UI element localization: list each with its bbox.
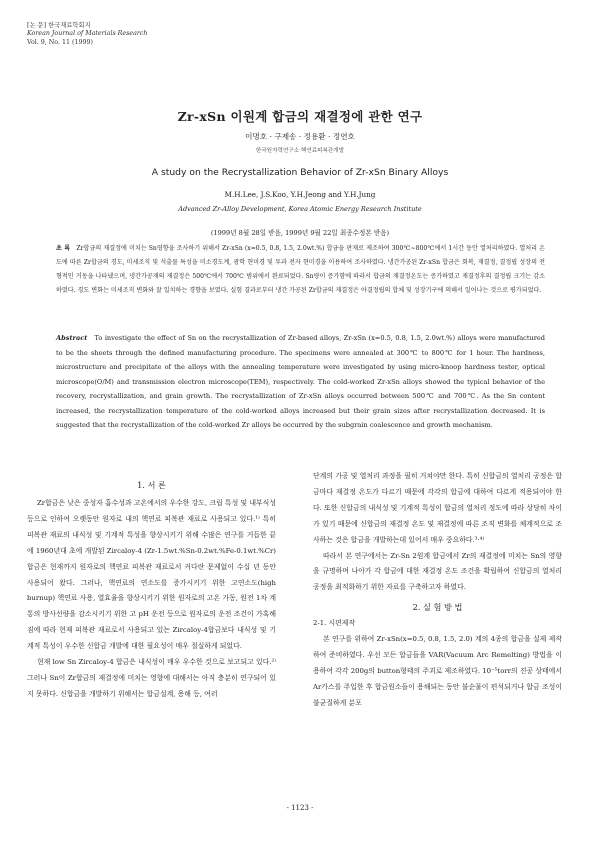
- abstract-ko-text: Zr합금의 재결정에 미치는 Sn영향을 조사하기 위해서 Zr-xSn (x=0.5, 0.8, 1.5, 2.0wt.%) 합금을 판재로 제조하여 300℃~800℃에서 1시간 동안 열처리하였다. 열처리 온도에 따른 Zr합금의 경도, 미세조직 및 석출물 특성을 미소경도계, 광학 현미경 및 투과 전자 현미경을 이용하여 조사하였다. 냉간가공된 Zr-xSn 합금은 회복, 재결정, 결정립 성장의 전형적인 거동을 나타냈으며, 냉간가공재의 재결정은 500℃에서 700℃ 범위에서 완료되었다. Sn량이 증가함에 따라서 합금의 재결정온도는 증가하였고 재결정후의 결정립 크기는 감소하였다. 경도 변화는 미세조직 변화와 잘 일치하는 경향을 보였다. 실험 결과로부터 냉간 가공된 Zr합금의 재결정은 아결정립의 합체 및 성장기구에 의해서 일어나는 것으로 평가되었다.: [56, 245, 545, 294]
- abstract-en-text: To investigate the effect of Sn on the recrystallization of Zr-based alloys, Zr-xSn (x=0.5, 0.8, 1.5, 2.0wt.%) alloys were manufactured to be the sheets through the defined manufacturing procedure. The specimens were annealed at 300℃ to 800℃ for 1 hour. The hardness, microstructure and precipitate of the alloys with the annealing temperature were investigated by using micro-knoop hardness tester, optical microscope(O/M) and transmission electron microscope(TEM), respectively. The cold-worked Zr-xSn alloys showed the typical behavior of the recovery, recrystallization, and grain growth. The recrystallization of Zr-xSn alloys occurred between 500℃ and 700℃. As the Sn content increased, the recrystallization temperature of the cold-worked alloys increased but their grain sizes after recrystallization decreased. It is suggested that the recrystallization of the cold-worked Zr alloys be occurred by the subgrain coalescence and growth mechanism.: [56, 334, 546, 429]
- section-1-paragraph-1: Zr합금은 낮은 중성자 흡수성과 고온에서의 우수한 강도, 크립 특성 및 내부식성 등으로 인하여 오랫동안 원자로 내의 핵연료 피복관 재료로 사용되고 있다.¹⁾ 특히 피복관 재료의 내식성 및 기계적 특성을 향상시키기 위해 수많은 연구를 거듭한 끝에 1960년대 초에 개발된 Zircaloy-4 (Zr-1.5wt.%Sn-0.2wt.%Fe-0.1wt.%Cr) 합금은 현재까지 원자로의 핵연료 피복관 재료로서 커다란 문제없이 수십 년 동안 사용되어 왔다. 그러나, 핵연료의 연소도를 증가시키기 위한 고연소도(high burnup) 핵연료 사용, 열효율을 향상시키기 위한 원자로의 고온 가동, 원전 1차 계통의 방사선량을 감소시키기 위한 고 pH 운전 등으로 원자로의 운전 조건이 가혹해짐에 따라 현재 피복관 재료로서 사용되고 있는 Zircaloy-4합금보다 내식성 및 기계적 특성이 우수한 신합금 개발에 대한 필요성이 매우 절실하게 되었다.: [27, 499, 276, 651]
- paper-title-ko: Zr-xSn 이원계 합금의 재결정에 관한 연구: [177, 109, 423, 124]
- page-number: - 1123 -: [286, 804, 314, 812]
- abstract-en: [56, 331, 545, 433]
- right-column: [313, 469, 562, 712]
- abstract-en-label: Abstract: [56, 334, 88, 342]
- abstract-ko-label: 초 록: [56, 245, 71, 252]
- journal-header: [27, 22, 147, 47]
- journal-volume: Vol. 9, No. 11 (1999): [27, 38, 93, 46]
- left-column: [27, 486, 276, 703]
- paper-title-en: A study on the Recrystallization Behavior of Zr-xSn Binary Alloys: [151, 167, 449, 178]
- affiliation-en: Advanced Zr-Alloy Development, Korea Atomic Energy Research Institute: [178, 205, 422, 213]
- right-paragraph-2: 따라서 본 연구에서는 Zr-Sn 2원계 합금에서 Zr의 재결정에 미치는 Sn의 영향을 규명하며 나아가 각 합금에 대한 재결정 온도 조건을 확립하여 신합금의 열처리 공정을 최적화하기 위한 자료를 구축하고자 하였다.: [313, 551, 562, 592]
- affiliation-ko: 한국원자력연구소 핵연료피복관개발: [255, 148, 345, 154]
- right-paragraph-3: 본 연구를 위하여 Zr-xSn(x=0.5, 0.8, 1.5, 2.0) 계의 4종의 합금을 실제 제작하여 준비하였다. 우선 모든 합금들을 VAR(Vacuum Arc Remelting) 방법을 이용하여 각각 200g의 button형태의 주괴로 제조하였다. 10⁻⁵torr의 진공 상태에서 Ar가스를 주입한 후 합금원소들이 용해되는 동안 불순물이 편석되거나 합금 조성이 불균질하게 분포: [313, 635, 562, 707]
- received-dates: (1999년 8월 28일 받음, 1999년 9월 22일 최종수정본 받음): [210, 229, 390, 237]
- section-2-heading: 2. 실 험 방 법: [412, 602, 463, 613]
- section-1-heading: 1. 서 론: [137, 480, 166, 490]
- authors-en: M.H.Lee, J.S.Koo, Y.H.Jeong and Y.H.Jung: [224, 190, 376, 199]
- authors-ko: 이명호 · 구제송 · 정용환 · 정연호: [245, 132, 355, 141]
- journal-name-en: Korean Journal of Materials Research: [27, 30, 148, 38]
- right-paragraph-1: 단계의 가공 및 열처리 과정을 필히 거쳐야만 한다. 특히 신합금의 열처리 공정은 합금마다 재결정 온도가 다르기 때문에 각각의 합금에 대하여 다르게 적용되어야 한다. 또한 신합금의 내식성 및 기계적 특성이 합금의 열처리 정도에 따라 상당히 차이가 있기 때문에 신합금의 재결정 온도 및 재결정에 따른 조직 변화를 체계적으로 조사하는 것은 합금을 개발하는데 있어서 매우 중요하다.³·⁴⁾: [313, 472, 562, 544]
- subsection-2-1-heading: 2-1. 시편제작: [313, 619, 356, 628]
- section-1-paragraph-2: 현재 low Sn Zircaloy-4 합금은 내식성이 매우 우수한 것으로 보고되고 있다.²⁾ 그러나 Sn이 Zr합금의 재결정에 미치는 영향에 대해서는 아직 충분히 연구되어 있지 못하다. 신합금을 개발하기 위해서는 합금설계, 용해 등, 여러: [27, 658, 276, 698]
- journal-label: [논 문] 한국재료학회지: [27, 22, 91, 29]
- abstract-ko: [56, 242, 545, 298]
